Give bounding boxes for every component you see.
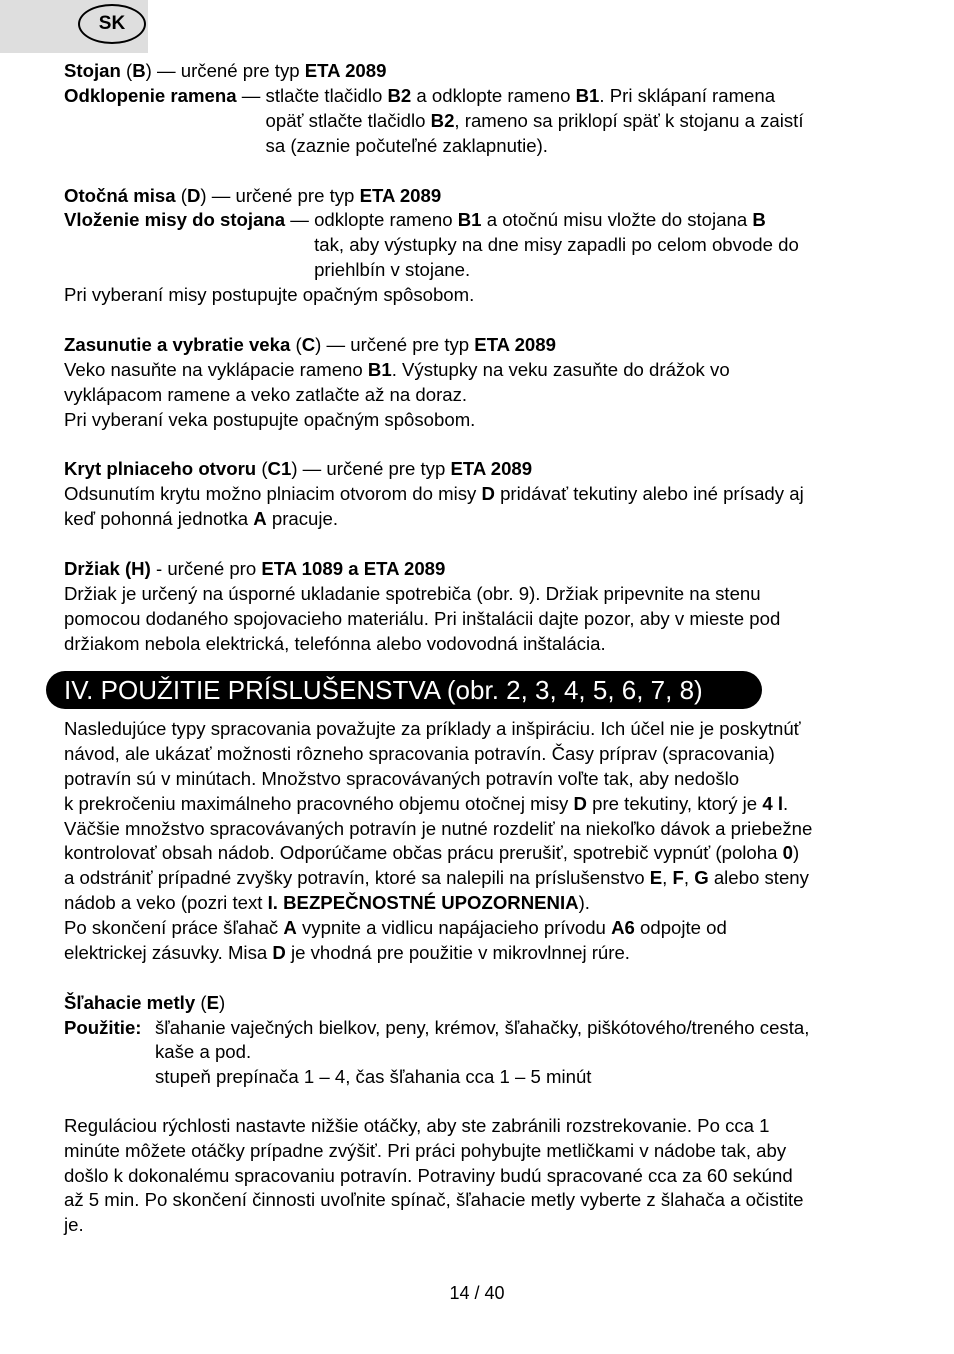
holder-paragraph-line: držiakom nebola elektrická, telefónna alebo vodovodná inštalácia. bbox=[64, 632, 606, 654]
usage-paragraph-line: k prekročeniu maximálneho pracovného objemu otočnej misy D pre tekutiny, ktorý je 4 l. bbox=[64, 792, 789, 814]
usage-paragraph-line: návod, ale ukázať možnosti rôzneho spracovania potravín. Časy príprav (spracovania) bbox=[64, 742, 775, 764]
lid-paragraph-line: Veko nasuňte na vyklápacie rameno B1. Výstupky na veku zasuňte do drážok vo bbox=[64, 358, 730, 380]
usage-paragraph-line: Po skončení práce šľahač A vypnite a vidlicu napájacieho prívodu A6 odpojte od bbox=[64, 917, 727, 939]
whisks-paragraph-line: až 5 min. Po skončení činnosti uvoľnite spínač, šľahacie metly vyberte z šlahača a očistite bbox=[64, 1189, 804, 1211]
usage-paragraph-line: Väčšie množstvo spracovávaných potravín je nutné rozdeliť na niekoľko dávok a priebežne bbox=[64, 817, 813, 839]
page-number: 14 / 40 bbox=[449, 1283, 505, 1303]
section-title-banner: IV. POUŽITIE PRÍSLUŠENSTVA (obr. 2, 3, 4, 5, 6, 7, 8) bbox=[46, 671, 762, 709]
cover-heading: Kryt plniaceho otvoru (C1) — určené pre typ ETA 2089 bbox=[64, 458, 533, 480]
stand-heading: Stojan (B) — určené pre typ ETA 2089 bbox=[64, 60, 387, 81]
upper-content bbox=[64, 59, 894, 657]
holder-paragraph-line: pomocou dodaného spojovacieho materiálu. Pri inštalácii dajte pozor, aby v mieste pod bbox=[64, 607, 781, 629]
usage-paragraph-line: potravín sú v minútach. Množstvo spracovávaných potravín voľte tak, aby nedošlo bbox=[64, 767, 740, 789]
whisks-paragraph-line: došlo k dokonalému spracovaniu potravín. Potraviny budú spracované cca za 60 sekúnd bbox=[64, 1164, 793, 1186]
lid-remove-note: Pri vyberaní veka postupujte opačným spôsobom. bbox=[64, 408, 476, 430]
lid-paragraph-line: vyklápacom ramene a veko zatlačte až na doraz. bbox=[64, 383, 468, 405]
usage-paragraph-line: nádob a veko (pozri text I. BEZPEČNOSTNÉ UPOZORNENIA). bbox=[64, 892, 590, 914]
cover-paragraph-line: keď pohonná jednotka A pracuje. bbox=[64, 508, 339, 530]
holder-heading: Držiak (H) - určené pro ETA 1089 a ETA 2089 bbox=[64, 558, 446, 580]
stand-detach-instruction: Odklopenie ramena — stlačte tlačidlo B2 a odklopte rameno B1. Pri sklápaní ramena opäť stlačte tlačidlo B2, rameno sa priklopí späť k stojanu a zaistí sa (zaznie počuteľné zaklapnutie). bbox=[64, 84, 804, 156]
bowl-insert-instruction: Vloženie misy do stojana — odklopte rameno B1 a otočnú misu vložte do stojana B tak, aby výstupky na dne misy zapadli po celom obvode do priehlbín v stojane. bbox=[64, 209, 799, 281]
whisks-heading: Šľahacie metly (E) bbox=[64, 991, 226, 1013]
lid-heading: Zasunutie a vybratie veka (C) — určené pre typ ETA 2089 bbox=[64, 333, 556, 355]
holder-paragraph-line: Držiak je určený na úsporné ukladanie spotrebiča (obr. 9). Držiak pripevnite na stenu bbox=[64, 582, 761, 604]
lower-content bbox=[64, 717, 894, 1238]
whisks-usage: Použitie: šľahanie vaječných bielkov, peny, krémov, šľahačky, piškótového/treného cesta, kaše a pod. stupeň prepínača 1 – 4, čas šľahania cca 1 – 5 minút bbox=[64, 1016, 810, 1087]
language-badge: SK bbox=[78, 4, 146, 44]
usage-paragraph-line: Nasledujúce typy spracovania považujte za príklady a inšpiráciu. Ich účel nie je poskytnúť bbox=[64, 718, 801, 739]
cover-paragraph-line: Odsunutím krytu možno plniacim otvorom do misy D pridávať tekutiny alebo iné prísady aj bbox=[64, 483, 804, 505]
usage-paragraph-line: elektrickej zásuvky. Misa D je vhodná pre použitie v mikrovlnnej rúre. bbox=[64, 942, 630, 964]
whisks-paragraph-line: Reguláciou rýchlosti nastavte nižšie otáčky, aby ste zabránili rozstrekovanie. Po cca 1 bbox=[64, 1114, 770, 1136]
bowl-remove-note: Pri vyberaní misy postupujte opačným spôsobom. bbox=[64, 284, 475, 306]
bowl-heading: Otočná misa (D) — určené pre typ ETA 2089 bbox=[64, 184, 442, 206]
whisks-paragraph-line: je. bbox=[64, 1214, 84, 1236]
usage-paragraph-line: a odstrániť prípadné zvyšky potravín, ktoré sa nalepili na príslušenstvo E, F, G alebo steny bbox=[64, 867, 809, 889]
usage-paragraph-line: kontrolovať obsah nádob. Odporúčame občas prácu prerušiť, spotrebič vypnúť (poloha 0) bbox=[64, 842, 800, 864]
whisks-paragraph-line: minúte môžete otáčky prípadne zvýšiť. Pri práci pohybujte metličkami v nádobe tak, aby bbox=[64, 1139, 787, 1161]
